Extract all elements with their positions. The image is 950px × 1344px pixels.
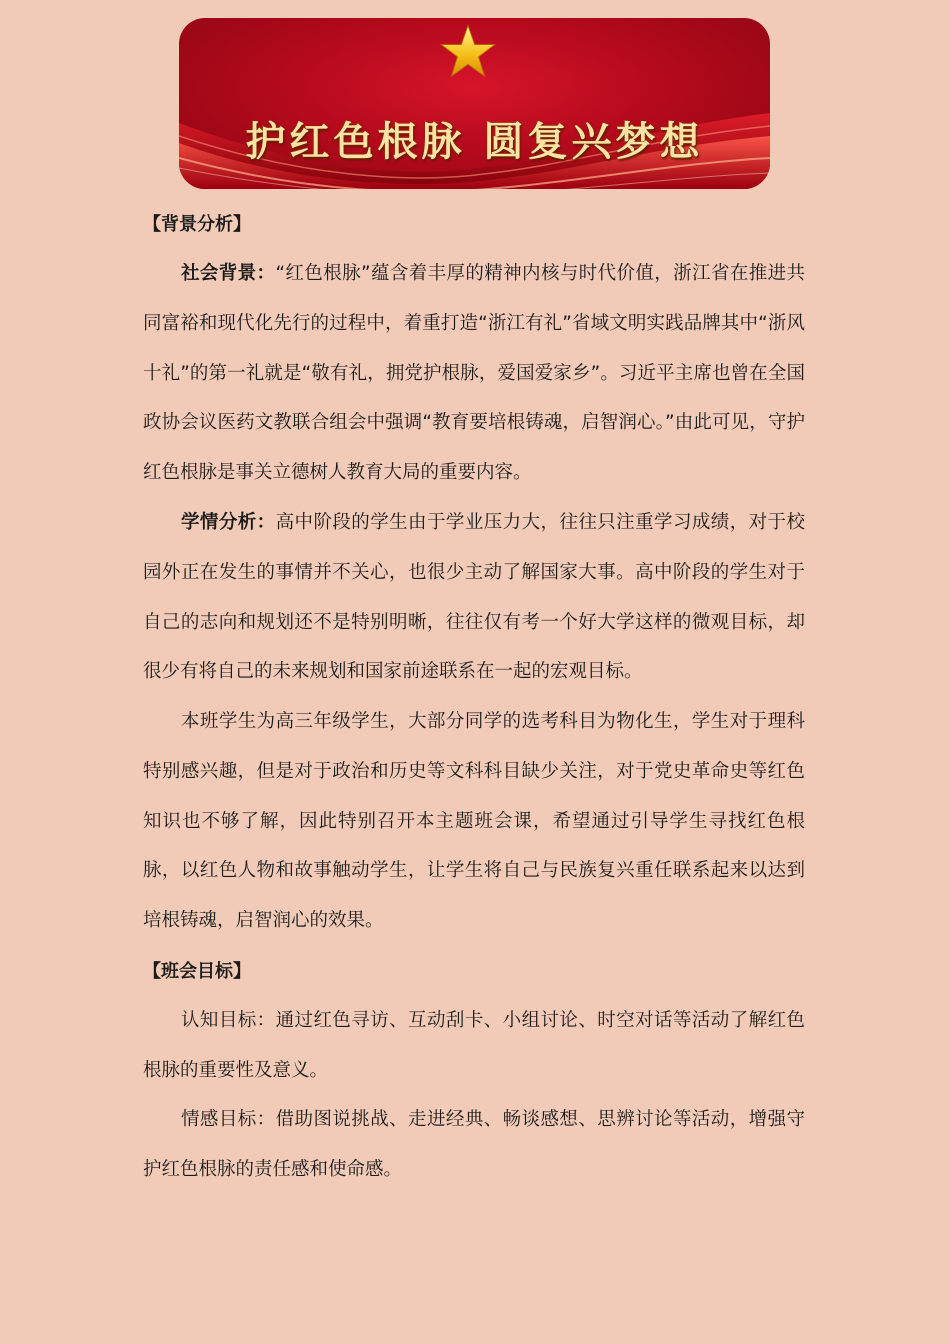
paragraph-class-situation: 本班学生为高三年级学生，大部分同学的选考科目为物化生，学生对于理科特别感兴趣，但是对于政治和历史等文科科目缺少关注，对于党史革命史等红色知识也不够了解，因此特别召开本主题班会课，希望通过引导学生寻找红色根脉，以红色人物和故事触动学生，让学生将自己与民族复兴重任联系起来以达到培根铸魂，启智润心的效果。	[143, 711, 805, 932]
banner-title: 护红色根脉 圆复兴梦想	[245, 118, 704, 165]
paragraph-cognitive-goal: 认知目标：通过红色寻访、互动刮卡、小组讨论、时空对话等活动了解红色根脉的重要性及意义。	[143, 1010, 805, 1081]
study-analysis-label: 学情分析：	[181, 512, 276, 533]
paragraph-study-analysis	[143, 498, 805, 697]
paragraph-emotional-goal: 情感目标：借助图说挑战、走进经典、畅谈感想、思辨讨论等活动，增强守护红色根脉的责任感和使命感。	[143, 1109, 805, 1180]
social-background-label: 社会背景：	[181, 263, 276, 284]
section-heading-goals: 【班会目标】	[143, 961, 251, 982]
gold-star-icon	[440, 24, 496, 80]
section-heading-background: 【背景分析】	[143, 214, 251, 235]
paragraph-social-background	[143, 249, 805, 498]
social-background-text: “红色根脉”蕴含着丰厚的精神内核与时代价值，浙江省在推进共同富裕和现代化先行的过程中，着重打造“浙江有礼”省域文明实践品牌其中“浙风十礼”的第一礼就是“敬有礼，拥党护根脉，爱国爱家乡”。习近平主席也曾在全国政协会议医药文教联合组会中强调“教育要培根铸魂，启智润心。”由此可见，守护红色根脉是事关立德树人教育大局的重要内容。	[143, 263, 805, 484]
study-analysis-text: 高中阶段的学生由于学业压力大，往往只注重学习成绩，对于校园外正在发生的事情并不关心，也很少主动了解国家大事。高中阶段的学生对于自己的志向和规划还不是特别明晰，往往仅有考一个好大学这样的微观目标，却很少有将自己的未来规划和国家前途联系在一起的宏观目标。	[143, 512, 805, 683]
